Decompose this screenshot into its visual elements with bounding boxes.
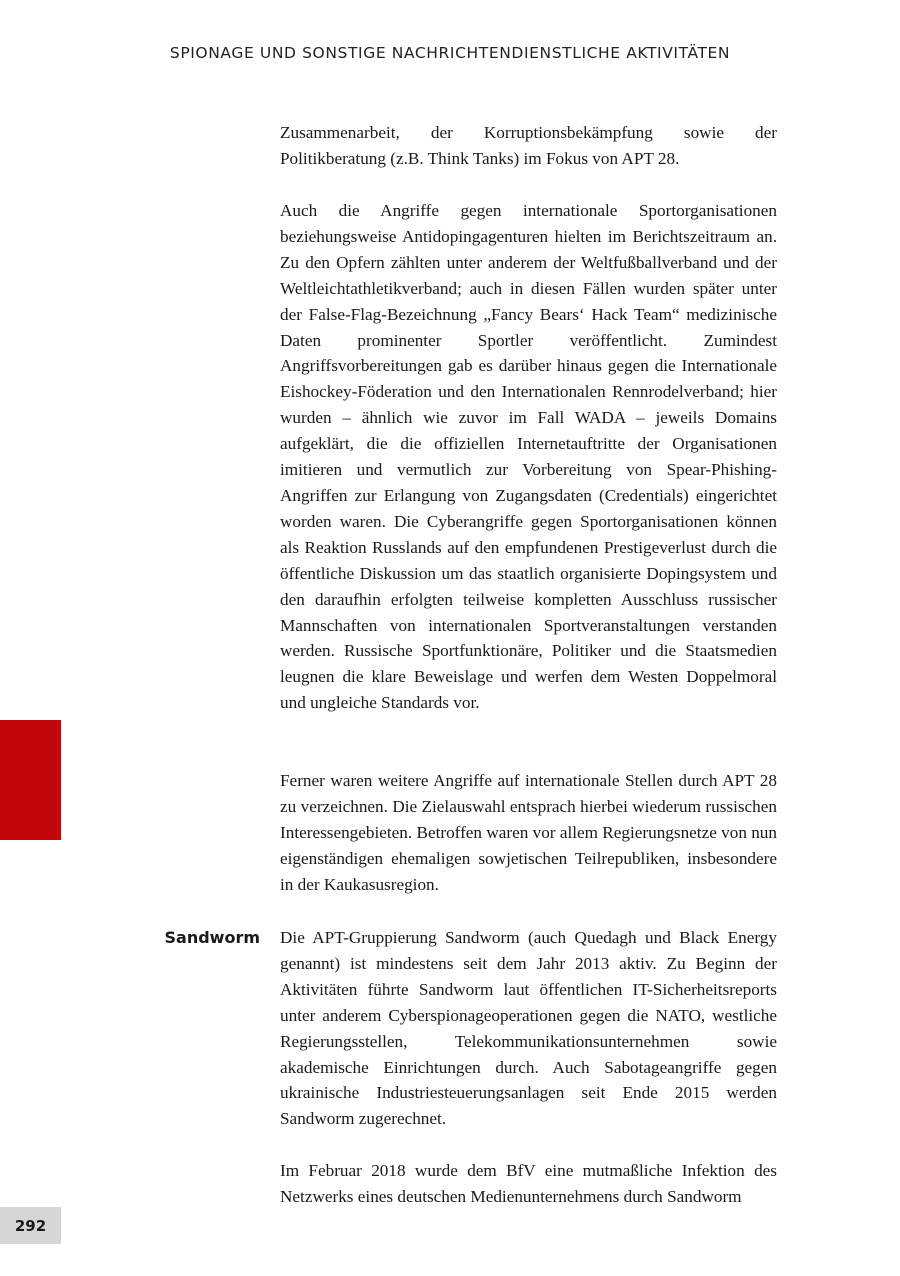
paragraph-sandworm-intro: Die APT-Gruppierung Sandworm (auch Quedagh und Black Energy genannt) ist mindestens seit dem Jahr 2013 aktiv. Zu Beginn der Aktivitäten führte Sandworm laut öffentlichen IT-Sicherheitsreports unter anderem Cyberspionageoperationen gegen die NATO, westliche Regierungsstellen, Telekommunikationsunternehmen sowie akademische Einrichtungen durch. Auch Sabotageangriffe gegen ukrainische Industriesteuerungsanlagen seit Ende 2015 werden Sandworm zugerechnet. [280,928,777,1129]
page-number: 292 [0,1207,61,1244]
paragraph-international-targets: Ferner waren weitere Angriffe auf internationale Stellen durch APT 28 zu verzeichnen. Die Zielauswahl entsprach hierbei wiederum russischen Interessengebieten. Betroffen waren vor allem Regierungsnetze von nun eigenständigen ehemaligen sowjetischen Teilrepubliken, insbesondere in der Kaukasusregion. [280,771,777,894]
chapter-thumb-tab [0,720,61,840]
paragraph-sport-attacks: Auch die Angriffe gegen internationale Sportorganisationen beziehungsweise Antidopingagenturen hielten im Berichtszeitraum an. Zu den Opfern zählten unter anderem der Weltfußballverband und der Weltleichtathletikverband; auch in diesen Fällen wurden später unter der False-Flag-Bezeichnung „Fancy Bears‘ Hack Team“ medizinische Daten prominenter Sportler veröffentlicht. Zumindest Angriffsvorbereitungen gab es darüber hinaus gegen die Internationale Eishockey-Föderation und den Internationalen Rennrodelverband; hier wurden – ähnlich wie zuvor im Fall WADA – jeweils Domains aufgeklärt, die die offiziellen Internetauftritte der Organisationen imitieren und vermutlich zur Vorbereitung von Spear-Phishing-Angriffen zur Erlangung von Zugangsdaten (Credentials) eingerichtet worden waren. Die Cyberangriffe gegen Sportorganisationen können als Reaktion Russlands auf den empfundenen Prestigeverlust durch die öffentliche Diskussion um das staatlich organisierte Dopingsystem und den daraufhin erfolgten teilweise kompletten Ausschluss russischer Mannschaften von internationalen Sportveranstaltungen verstanden werden. Russische Sportfunktionäre, Politiker und die Staatsmedien leugnen die klare Beweislage und werfen dem Westen Doppelmoral und ungleiche Standards vor. [280,201,777,713]
running-header-title: SPIONAGE UND SONSTIGE NACHRICHTENDIENSTLICHE AKTIVITÄTEN [169,44,731,62]
sandworm-margin-heading: Sandworm [164,928,260,947]
paragraph-apt28-focus: Zusammenarbeit, der Korruptionsbekämpfung sowie der Politikberatung (z.B. Think Tanks) im Fokus von APT 28. [280,123,777,168]
paragraph-sandworm-2018: Im Februar 2018 wurde dem BfV eine mutmaßliche Infektion des Netzwerks eines deutschen Medienunternehmens durch Sandworm [280,1161,777,1206]
